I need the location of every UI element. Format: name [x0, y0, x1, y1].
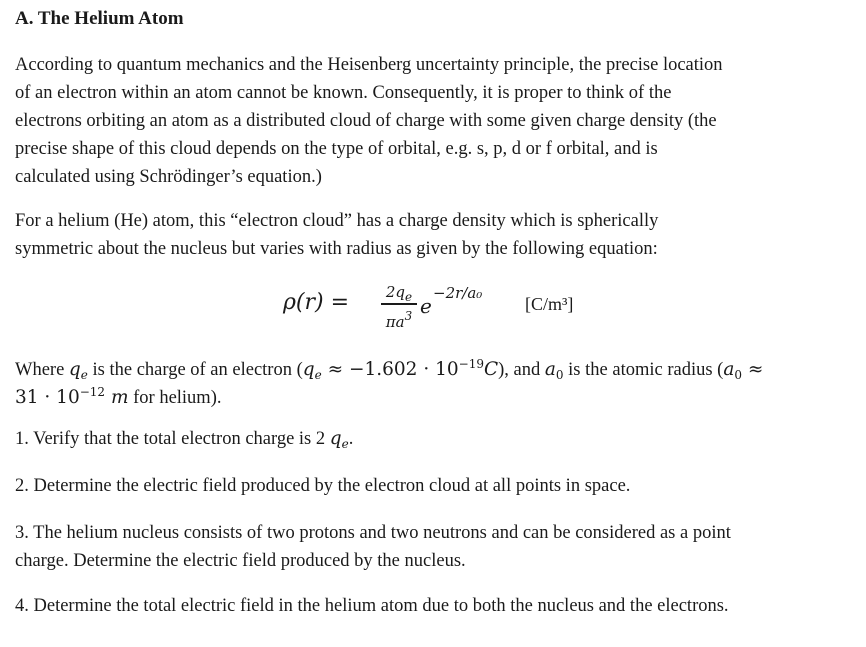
a0-subscript: 0: [555, 368, 564, 382]
question-1: [15, 425, 353, 453]
helium-paragraph: [15, 207, 658, 263]
qe-symbol: q: [329, 428, 342, 449]
where-text: is the charge of an electron (: [87, 360, 303, 380]
intro-line: precise shape of this cloud depends on the type of orbital, e.g. s, p, d or f orbital, and is: [15, 139, 658, 159]
qe-symbol: q: [302, 359, 315, 380]
exponent-value: −19: [458, 357, 484, 371]
fraction-numerator: [381, 282, 417, 302]
qe-subscript: e: [80, 368, 88, 382]
atomic-radius-value: 31 · 10: [15, 387, 80, 408]
intro-line: electrons orbiting an atom as a distributed cloud of charge with some given charge density (the: [15, 111, 717, 131]
denominator-text: πa: [385, 312, 405, 331]
a0-symbol: a: [723, 359, 735, 380]
helium-line: symmetric about the nucleus but varies with radius as given by the following equation:: [15, 239, 658, 259]
exponent: −2r/a₀: [433, 284, 483, 302]
a0-subscript: 0: [734, 368, 742, 382]
equation-lhs: ρ(r) =: [283, 290, 350, 315]
qe-subscript: e: [341, 437, 349, 451]
equation-units: [C/m³]: [525, 294, 574, 314]
denominator-superscript: 3: [404, 308, 413, 323]
equation-fraction: [381, 282, 417, 331]
qe-symbol: q: [68, 359, 81, 380]
exponent-value: −12: [79, 385, 106, 399]
question-3-line-1: 3. The helium nucleus consists of two protons and two neutrons and can be considered as a point: [15, 523, 731, 543]
where-text: ), and: [498, 360, 545, 380]
intro-line: According to quantum mechanics and the Heisenberg uncertainty principle, the precise location: [15, 55, 723, 75]
numerator-subscript: e: [405, 290, 413, 304]
question-4-line: 4. Determine the total electric field in the helium atom due to both the nucleus and the electrons.: [15, 596, 729, 616]
where-paragraph: [15, 350, 763, 406]
unit-meter: m: [105, 387, 129, 408]
intro-paragraph: [15, 51, 723, 191]
where-line-1: [15, 350, 764, 382]
where-line-2: [15, 378, 763, 406]
where-text: for helium).: [128, 388, 222, 408]
question-3: [15, 519, 731, 575]
qe-subscript: e: [314, 368, 322, 382]
a0-symbol: a: [544, 359, 556, 380]
question-text: 1. Verify that the total electron charge is 2: [15, 429, 330, 449]
question-2-line: 2. Determine the electric field produced by the electron cloud at all points in space.: [15, 476, 631, 496]
question-1-line: [15, 425, 353, 453]
electron-charge-value: ≈ −1.602 · 10: [321, 359, 459, 380]
intro-line: calculated using Schrödinger’s equation.): [15, 167, 322, 187]
unit-coulomb: C: [483, 359, 499, 380]
where-text: is the atomic radius (: [563, 360, 724, 380]
section-title: A. The Helium Atom: [15, 8, 184, 29]
question-4: [15, 592, 729, 620]
intro-line: of an electron within an atom cannot be known. Consequently, it is proper to think of the: [15, 83, 672, 103]
helium-line: For a helium (He) atom, this “electron cloud” has a charge density which is spherically: [15, 211, 659, 231]
question-3-line-2: charge. Determine the electric field produced by the nucleus.: [15, 551, 466, 571]
charge-density-equation: [15, 282, 855, 332]
fraction-denominator: [381, 307, 417, 331]
question-2: [15, 472, 630, 500]
exponential-base: e: [420, 294, 432, 318]
where-text: Where: [15, 360, 69, 380]
numerator-text: 2q: [385, 283, 406, 301]
approx-symbol: ≈: [742, 359, 764, 380]
question-end: .: [348, 429, 354, 449]
